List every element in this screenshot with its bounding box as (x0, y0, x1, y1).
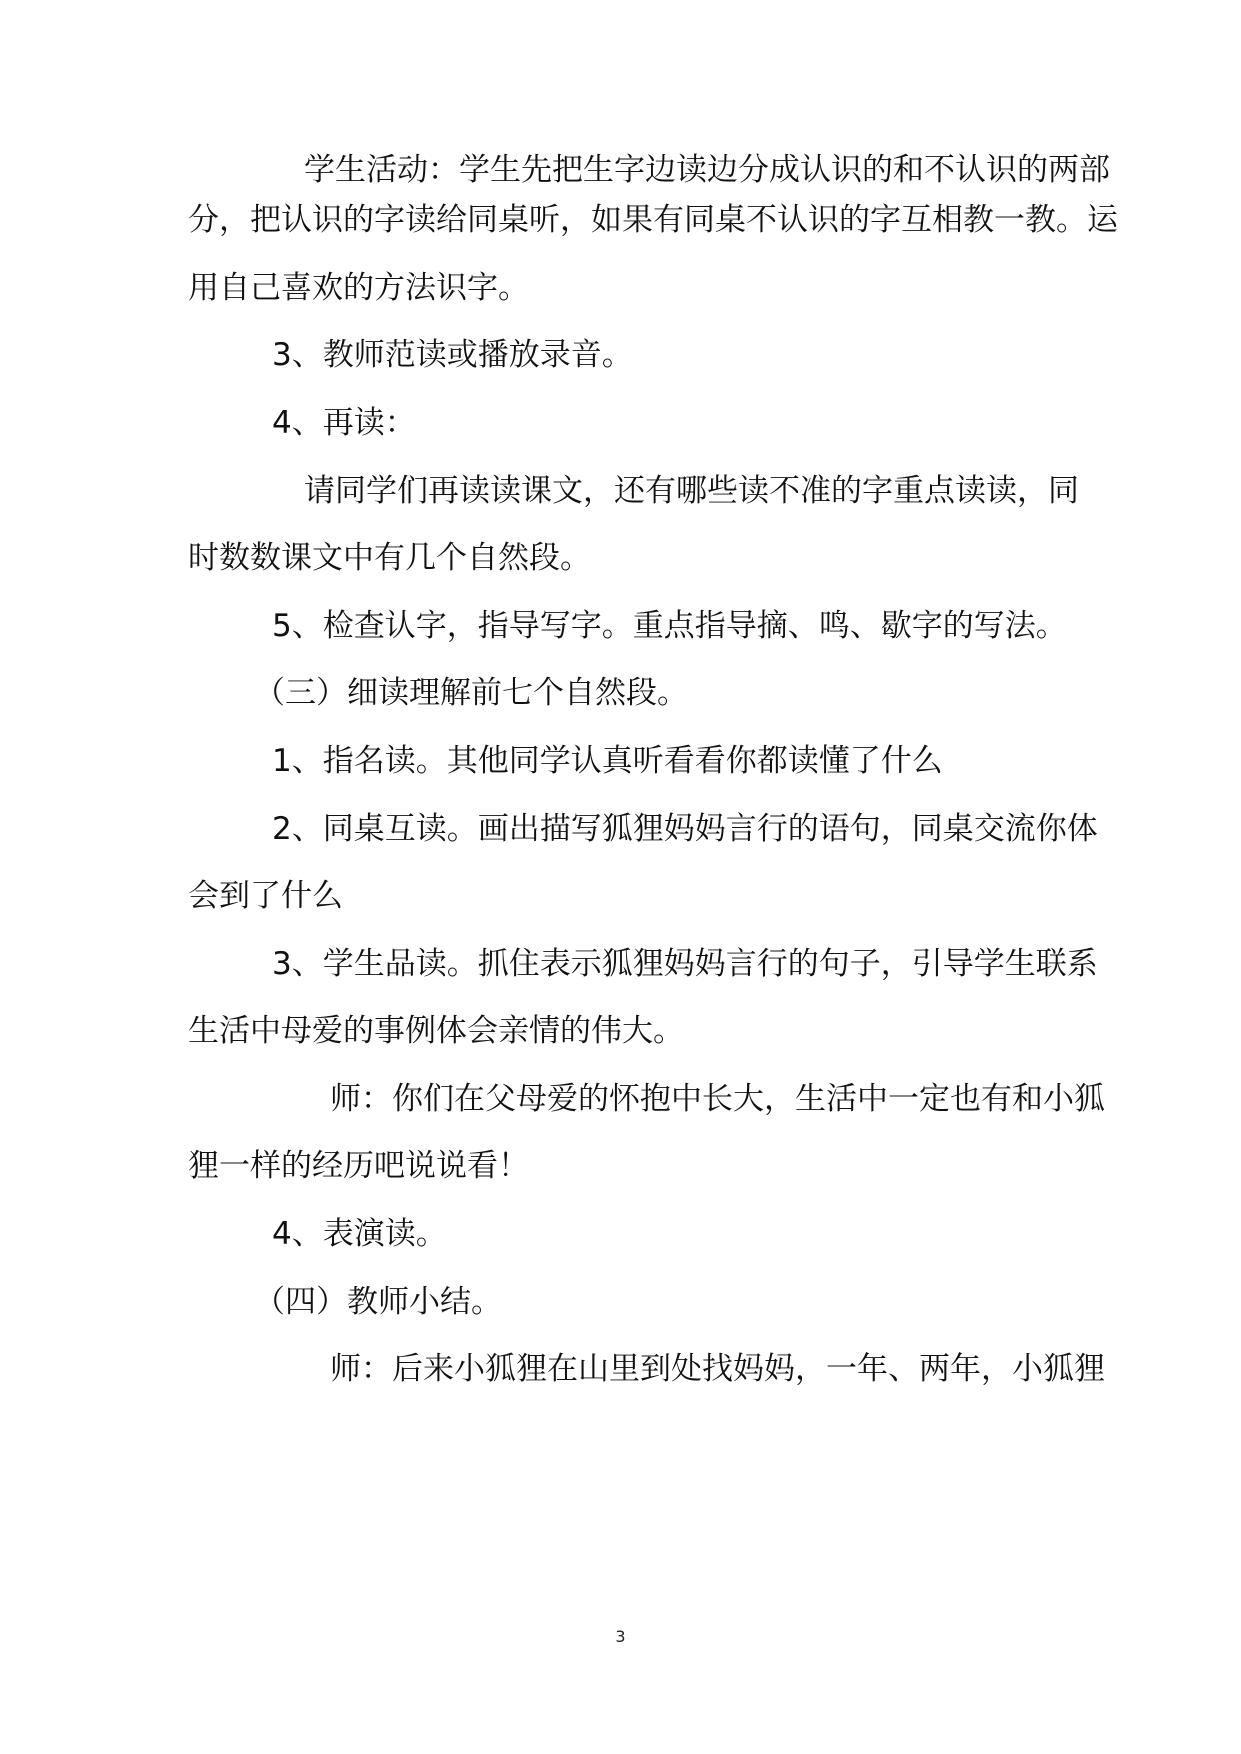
line-text: 狸一样的经历吧说说看！ (188, 1148, 529, 1184)
line-text: （三）细读理解前七个自然段。 (254, 675, 688, 711)
paragraph-line: 请 同 学 们 再 读 读 课 文 ， 还 有 哪 些 读 不 准 的 字 重 点 读 读 ， 同 (304, 473, 1079, 509)
line-text: 会到了什么 (188, 878, 343, 914)
line-text: 4、表演读。 (272, 1216, 447, 1252)
line-text: 3、教师范读或播放录音。 (272, 337, 633, 373)
list-item (272, 403, 416, 443)
list-item (272, 335, 633, 375)
line-text: 5、检查认字，指导写字。重点指导摘、鸣、歇字的写法。 (272, 608, 1067, 644)
page-number: 3 (615, 1627, 626, 1646)
paragraph-line (188, 268, 529, 308)
list-item: 3 、 学 生 品 读 。 抓 住 表 示 狐 狸 妈 妈 言 行 的 句 子 ， 引 导 学 生 联 系 (272, 946, 1098, 982)
line-text: 1、指名读。其他同学认真听看看你都读懂了什么 (272, 743, 943, 779)
list-item: 2 、 同 桌 互 读 。 画 出 描 写 狐 狸 妈 妈 言 行 的 语 句 ， 同 桌 交 流 你 体 (272, 811, 1098, 847)
line-text: 生活中母爱的事例体会亲情的伟大。 (188, 1013, 684, 1049)
paragraph-line (188, 1146, 529, 1186)
paragraph-line (188, 538, 591, 578)
paragraph-line: 学 生 活 动 ： 学 生 先 把 生 字 边 读 边 分 成 认 识 的 和 不 认 识 的 两 部 (304, 152, 1110, 188)
line-text: 用自己喜欢的方法识字。 (188, 270, 529, 306)
line-text: 4、再读： (272, 405, 416, 441)
line-text: 时数数课文中有几个自然段。 (188, 540, 591, 576)
section-heading (254, 673, 688, 713)
line-text: （四）教师小结。 (254, 1284, 502, 1320)
list-item (272, 606, 1067, 646)
list-item (272, 741, 943, 781)
paragraph-line: 师 ： 后 来 小 狐 狸 在 山 里 到 处 找 妈 妈 ， 一 年 、 两 年 ， 小 狐 狸 (330, 1351, 1105, 1387)
list-item (272, 1214, 447, 1254)
paragraph-line (188, 876, 343, 916)
paragraph-line (188, 1011, 684, 1051)
paragraph-line: 师 ： 你 们 在 父 母 爱 的 怀 抱 中 长 大 ， 生 活 中 一 定 也 有 和 小 狐 (330, 1081, 1105, 1117)
section-heading (254, 1282, 502, 1322)
paragraph-line: 分 ， 把 认 识 的 字 读 给 同 桌 听 ， 如 果 有 同 桌 不 认 识 的 字 互 相 教 一 教 。 运 (188, 202, 1118, 238)
